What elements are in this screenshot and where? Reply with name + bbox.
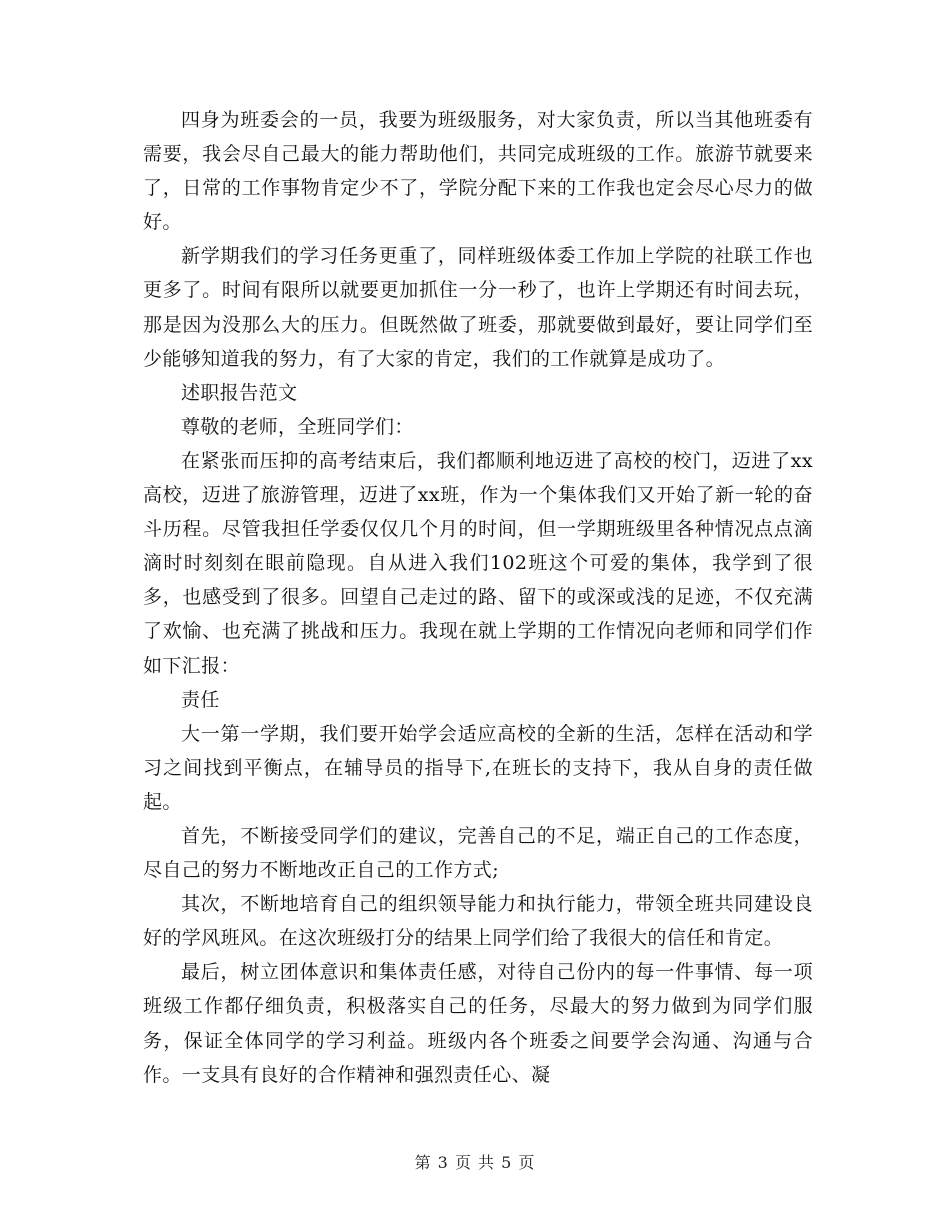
- paragraph-introduction: 在紧张而压抑的高考结束后，我们都顺利地迈进了高校的校门，迈进了xx高校，迈进了旅游管理，迈进了xx班，作为一个集体我们又开始了新一轮的奋斗历程。尽管我担任学委仅仅几个月的时间，但一学期班级里各种情况点点滴滴时时刻刻在眼前隐现。自从进入我们102班这个可爱的集体，我学到了很多，也感受到了很多。回望自己走过的路、留下的或深或浅的足迹，不仅充满了欢愉、也充满了挑战和压力。我现在就上学期的工作情况向老师和同学们作如下汇报：: [143, 449, 813, 677]
- paragraph-final-point: 最后，树立团体意识和集体责任感，对待自己份内的每一件事情、每一项班级工作都仔细负责，积极落实自己的任务，尽最大的努力做到为同学们服务，保证全体同学的学习利益。班级内各个班委之间要学会沟通、沟通与合作。一支具有良好的合作精神和强烈责任心、凝: [143, 961, 813, 1086]
- paragraph-first-point: 首先，不断接受同学们的建议，完善自己的不足，端正自己的工作态度，尽自己的努力不断地改正自己的工作方式;: [143, 824, 813, 882]
- section-heading-responsibility: 责任: [181, 688, 220, 711]
- section-heading-report-sample: 述职报告范文: [181, 381, 298, 404]
- paragraph-first-semester: 大一第一学期，我们要开始学会适应高校的全新的生活，怎样在活动和学习之间找到平衡点，在辅导员的指导下,在班长的支持下，我从自身的责任做起。: [143, 722, 813, 813]
- page-number-label: 第 3 页 共 5 页: [414, 1153, 536, 1172]
- paragraph-second-point: 其次，不断地培育自己的组织领导能力和执行能力，带领全班共同建设良好的学风班风。在这次班级打分的结果上同学们给了我很大的信任和肯定。: [143, 893, 813, 950]
- paragraph-class-committee-service: 四身为班委会的一员，我要为班级服务，对大家负责，所以当其他班委有需要，我会尽自己最大的能力帮助他们，共同完成班级的工作。旅游节就要来了，日常的工作事物肯定少不了，学院分配下来的工作我也定会尽心尽力的做好。: [143, 109, 813, 234]
- document-body: [143, 103, 813, 1092]
- paragraph-new-semester: 新学期我们的学习任务更重了，同样班级体委工作加上学院的社联工作也更多了。时间有限所以就要更加抓住一分一秒了，也许上学期还有时间去玩，那是因为没那么大的压力。但既然做了班委，那就要做到最好，要让同学们至少能够知道我的努力，有了大家的肯定，我们的工作就算是成功了。: [143, 245, 813, 370]
- page-footer: [0, 1150, 950, 1173]
- salutation: 尊敬的老师，全班同学们：: [181, 415, 414, 438]
